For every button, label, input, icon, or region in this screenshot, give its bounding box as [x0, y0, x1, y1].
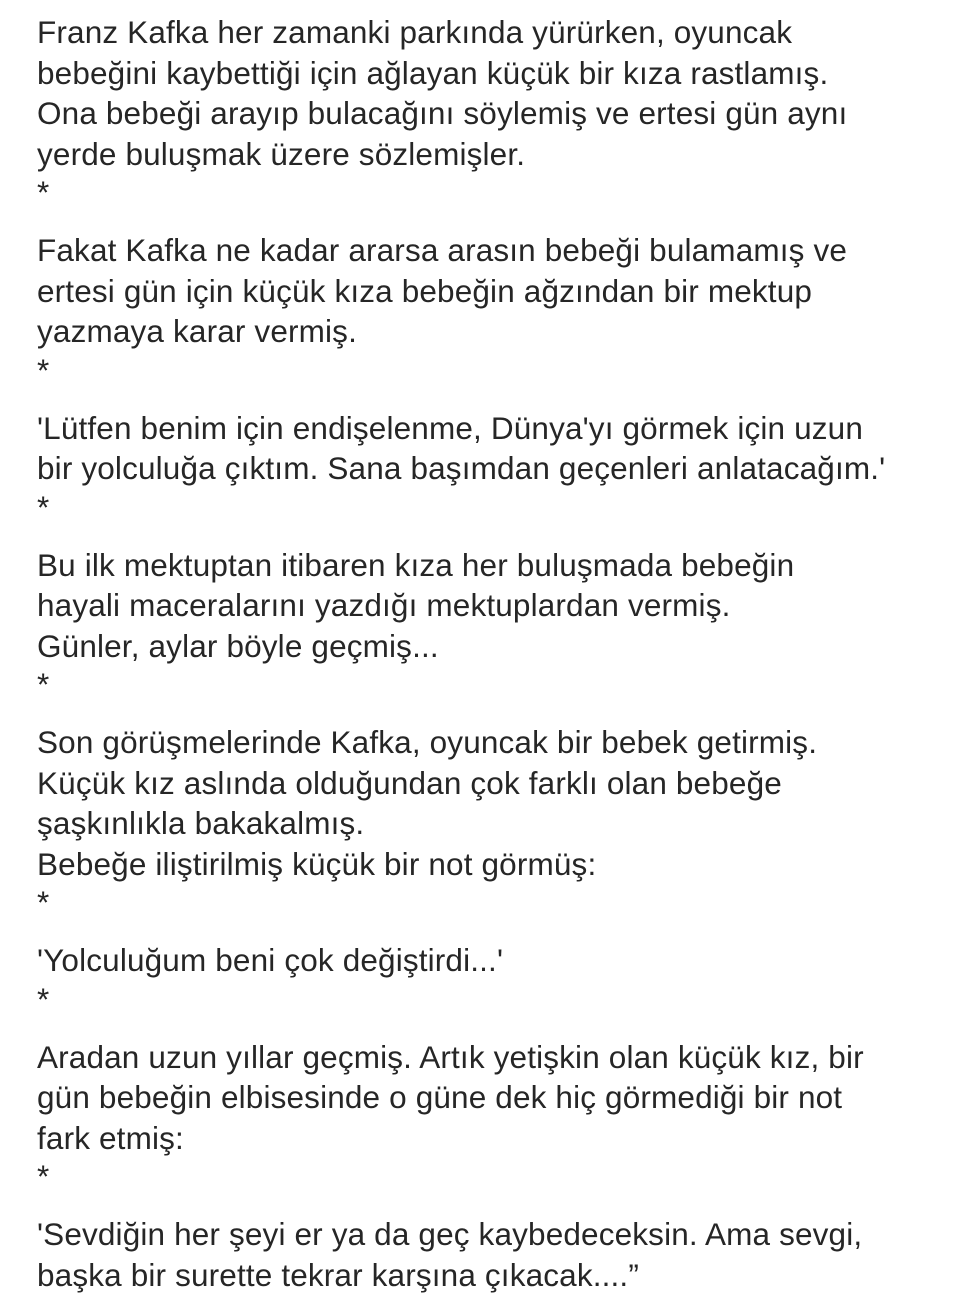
text-line: Ona bebeği arayıp bulacağını söylemiş ve ertesi gün aynı — [37, 93, 949, 134]
text-line: ertesi gün için küçük kıza bebeğin ağzından bir mektup — [37, 271, 949, 312]
section-separator: * — [37, 489, 949, 525]
section-separator: * — [37, 352, 949, 388]
text-line: yerde buluşmak üzere sözlemişler. — [37, 134, 949, 175]
section-separator: * — [37, 174, 949, 210]
text-line: 'Lütfen benim için endişelenme, Dünya'yı görmek için uzun — [37, 408, 949, 449]
text-line: Günler, aylar böyle geçmiş... — [37, 626, 949, 667]
text-line: Son görüşmelerinde Kafka, oyuncak bir bebek getirmiş. — [37, 722, 949, 763]
text-line: 'Sevdiğin her şeyi er ya da geç kaybedeceksin. Ama sevgi, — [37, 1214, 949, 1255]
text-line: hayali maceralarını yazdığı mektuplardan vermiş. — [37, 585, 949, 626]
text-line: Bu ilk mektuptan itibaren kıza her buluşmada bebeğin — [37, 545, 949, 586]
text-line: bir yolculuğa çıktım. Sana başımdan geçenleri anlatacağım.' — [37, 448, 949, 489]
story-text — [37, 12, 949, 1295]
section-separator: * — [37, 1158, 949, 1194]
text-line: Bebeğe iliştirilmiş küçük bir not görmüş: — [37, 844, 949, 885]
text-line: bebeğini kaybettiği için ağlayan küçük bir kıza rastlamış. — [37, 53, 949, 94]
section-separator: * — [37, 666, 949, 702]
text-line: şaşkınlıkla bakakalmış. — [37, 803, 949, 844]
text-line: Franz Kafka her zamanki parkında yürürken, oyuncak — [37, 12, 949, 53]
text-line: Fakat Kafka ne kadar ararsa arasın bebeği bulamamış ve — [37, 230, 949, 271]
text-line: fark etmiş: — [37, 1118, 949, 1159]
text-line: gün bebeğin elbisesinde o güne dek hiç görmediği bir not — [37, 1077, 949, 1118]
text-line: 'Yolculuğum beni çok değiştirdi...' — [37, 940, 949, 981]
text-line: Aradan uzun yıllar geçmiş. Artık yetişkin olan küçük kız, bir — [37, 1037, 949, 1078]
text-line: yazmaya karar vermiş. — [37, 311, 949, 352]
text-line: başka bir surette tekrar karşına çıkacak....” — [37, 1255, 949, 1295]
section-separator: * — [37, 981, 949, 1017]
text-line: Küçük kız aslında olduğundan çok farklı olan bebeğe — [37, 763, 949, 804]
section-separator: * — [37, 884, 949, 920]
